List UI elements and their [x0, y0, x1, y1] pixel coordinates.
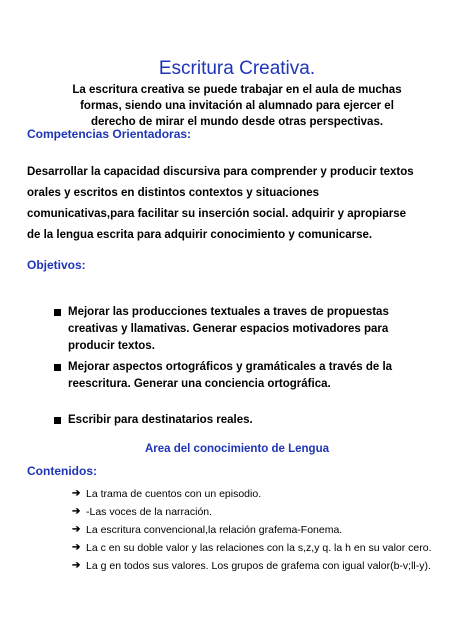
- arrow-right-icon: ➔: [72, 542, 81, 553]
- objetivos-heading: Objetivos:: [27, 258, 86, 272]
- arrow-right-icon: ➔: [72, 560, 81, 571]
- objetivo-item: [68, 412, 428, 429]
- contenido-text: -Las voces de la narración.: [86, 506, 213, 518]
- square-bullet-icon: [54, 417, 61, 424]
- list-item: [72, 503, 452, 521]
- area-heading: Area del conocimiento de Lengua: [144, 443, 330, 455]
- list-item: [72, 539, 452, 557]
- list-item: [72, 557, 452, 575]
- square-bullet-icon: [54, 364, 61, 371]
- arrow-right-icon: ➔: [72, 506, 81, 517]
- competencias-heading: Competencias Orientadoras:: [27, 127, 192, 141]
- contenido-text: La g en todos sus valores. Los grupos de grafema con igual valor(b-v;ll-y).: [86, 560, 431, 572]
- arrow-right-icon: ➔: [72, 524, 81, 535]
- page-title: Escritura Creativa.: [158, 58, 316, 79]
- contenido-text: La c en su doble valor y las relaciones con la s,z,y q. la h en su valor cero.: [86, 542, 432, 554]
- square-bullet-icon: [54, 309, 61, 316]
- objetivo-item: [68, 359, 428, 393]
- objetivo-text: Escribir para destinatarios reales.: [68, 414, 253, 426]
- list-item: [72, 521, 452, 539]
- contenido-text: La escritura convencional,la relación grafema-Fonema.: [86, 524, 343, 536]
- arrow-right-icon: ➔: [72, 488, 81, 499]
- objetivo-text: Mejorar aspectos ortográficos y gramáticales a través de la reescritura. Generar una conciencia ortográfica.: [68, 361, 393, 390]
- objetivo-item: [68, 304, 428, 355]
- list-item: [72, 485, 452, 503]
- competencias-text: Desarrollar la capacidad discursiva para comprender y producir textos orales y escritos en distintos contextos y situaciones comunicativas,para facilitar su inserción social. adquirir y apropiarse de la lengua escrita para adquirir conocimiento y comunicarse.: [27, 166, 414, 241]
- contenidos-list: [72, 485, 452, 575]
- contenido-text: La trama de cuentos con un episodio.: [86, 488, 262, 500]
- contenidos-heading: Contenidos:: [27, 464, 97, 478]
- objetivo-text: Mejorar las producciones textuales a traves de propuestas creativas y llamativas. Generar espacios motivadores para producir textos.: [68, 306, 389, 352]
- intro-paragraph: La escritura creativa se puede trabajar en el aula de muchas formas, siendo una invitación al alumnado para ejercer el derecho de mirar el mundo desde otras perspectivas.: [72, 84, 402, 128]
